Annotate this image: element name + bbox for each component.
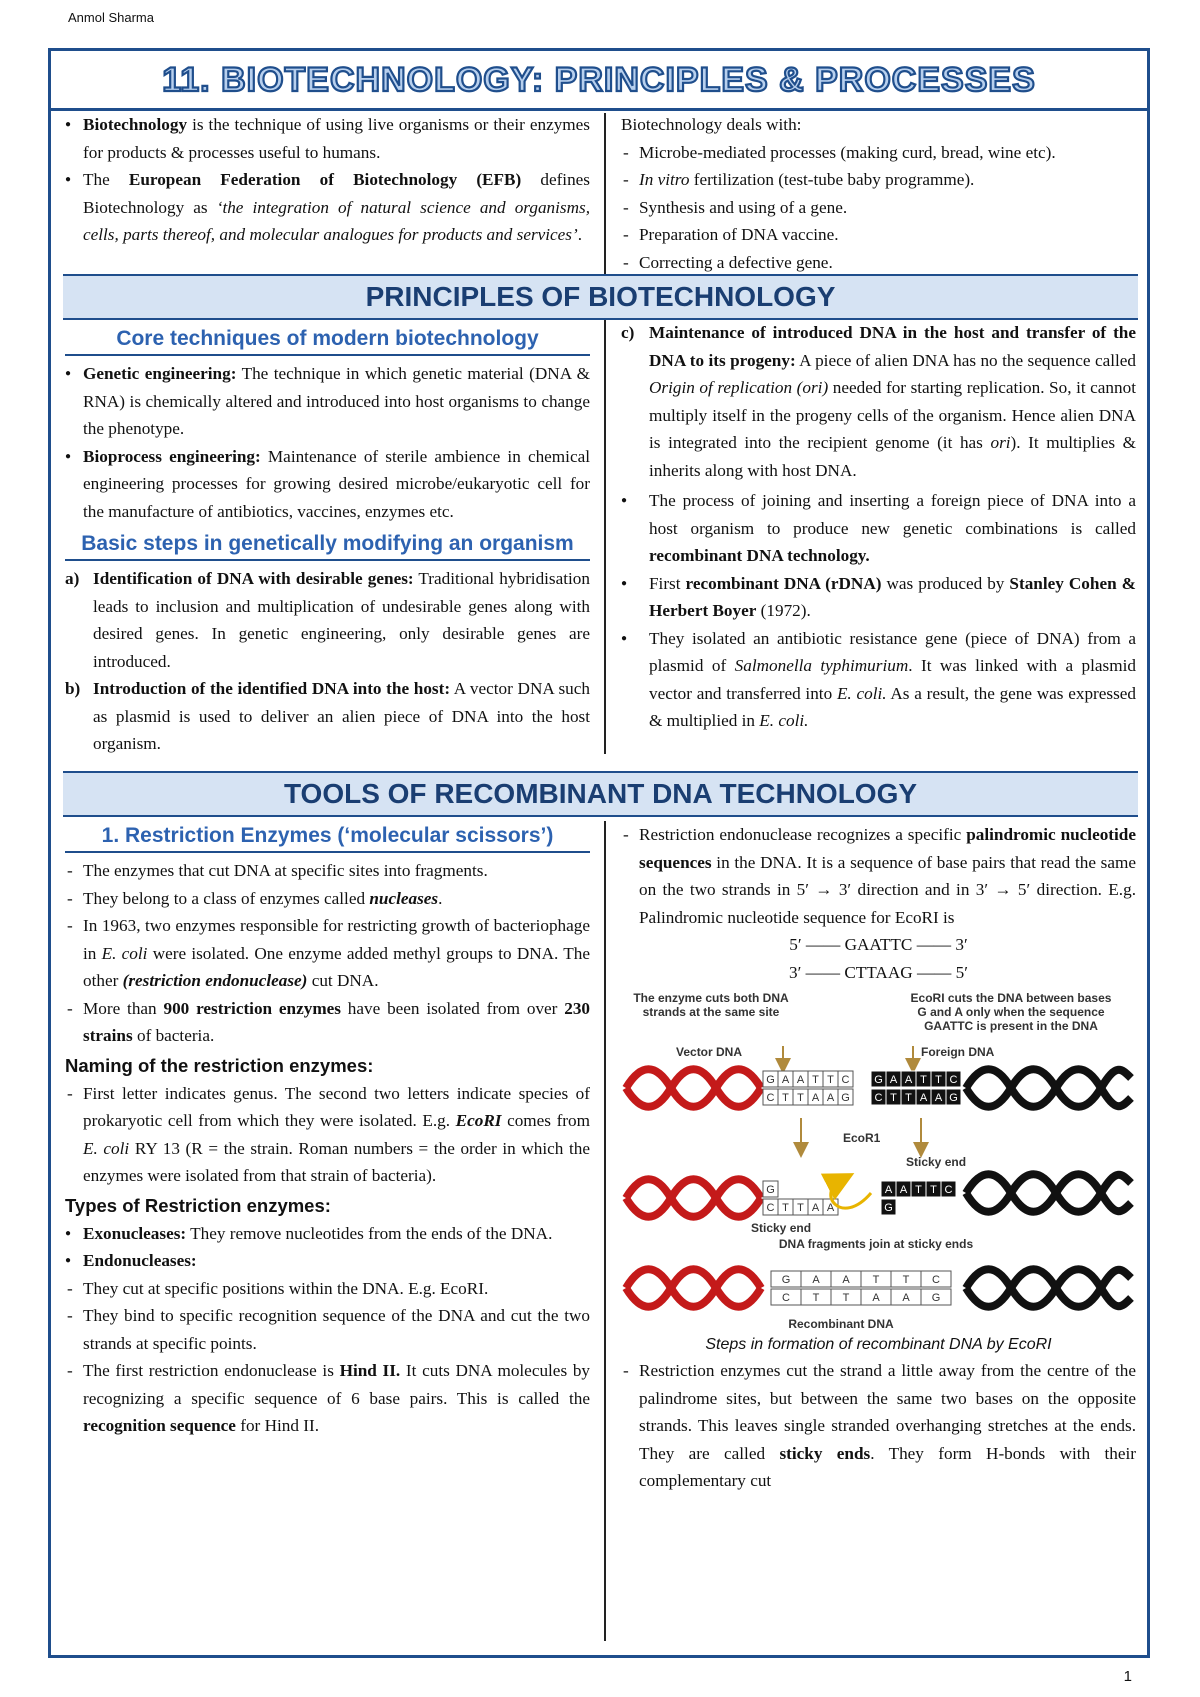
re-item: - The enzymes that cut DNA at specific sites into fragments. <box>65 857 590 885</box>
base-label: T <box>812 1074 819 1086</box>
base-label: T <box>782 1202 789 1214</box>
base-label: T <box>782 1092 789 1104</box>
note-left: The enzyme cuts both DNA <box>633 991 789 1005</box>
note-right: EcoRI cuts the DNA between bases <box>910 991 1112 1005</box>
deals-item: - Microbe-mediated processes (making curd, bread, wine etc). <box>621 139 1136 167</box>
sticky-end-label: Sticky end <box>751 1221 812 1235</box>
base-label: T <box>930 1184 937 1196</box>
note-right-2: G and A only when the sequence <box>917 1005 1105 1019</box>
divider <box>604 324 606 754</box>
sticky-end-item: - Restriction enzymes cut the strand a little away from the centre of the palindrome sites, but between the same two bases on the opposite strands. This leaves single stranded overhanging stretches at the ends. They are called sticky ends. They form H-bonds with their complementary cut <box>621 1357 1136 1495</box>
base-label: C <box>841 1074 850 1086</box>
figure-caption: Steps in formation of recombinant DNA by EcoRI <box>705 1336 1052 1353</box>
base-label: T <box>890 1092 897 1104</box>
deals-item: - Synthesis and using of a gene. <box>621 194 1136 222</box>
re-item: - They belong to a class of enzymes called nucleases. <box>65 885 590 913</box>
re-item: - More than 900 restriction enzymes have been isolated from over 230 strains of bacteria. <box>65 995 590 1050</box>
sequence-line-2: 3′ —— CTTAAG —— 5′ <box>789 962 968 982</box>
re-item: - In 1963, two enzymes responsible for restricting growth of bacteriophage in E. coli were isolated. One enzyme added methyl groups to DNA. The other (restriction endonuclease) cut DNA. <box>65 912 590 995</box>
vector-label: Vector DNA <box>676 1045 743 1059</box>
base-label: C <box>932 1274 940 1286</box>
join-label: DNA fragments join at sticky ends <box>778 1237 974 1251</box>
cut-vector-helix <box>626 1179 761 1217</box>
base-label: A <box>796 1074 805 1086</box>
base-label: T <box>905 1092 912 1104</box>
base-label: T <box>827 1074 834 1086</box>
base-label: A <box>781 1074 790 1086</box>
deals-item: - In vitro fertilization (test-tube baby programme). <box>621 166 1136 194</box>
base-label: T <box>797 1202 804 1214</box>
base-label: C <box>782 1292 790 1304</box>
base-label: A <box>811 1092 820 1104</box>
base-label: A <box>889 1074 898 1086</box>
base-label: G <box>766 1074 775 1086</box>
ecori-figure <box>621 988 1136 1333</box>
page-frame <box>48 48 1150 1658</box>
intro-left <box>65 111 590 249</box>
naming-item: - First letter indicates genus. The second two letters indicate species of prokaryotic cell from which they were isolated. E.g. EcoRI comes from E. coli RY 13 (R = the strain. Roman numbers = the order in which the enzymes were isolated from that strain of bacteria). <box>65 1080 590 1190</box>
base-label: T <box>935 1074 942 1086</box>
base-label: A <box>826 1202 835 1214</box>
core-item: ● Genetic engineering: The technique in which genetic material (DNA & RNA) is chemically altered and introduced into host organisms to change the phenotype. <box>65 360 590 443</box>
deals-heading: Biotechnology deals with: <box>621 115 802 134</box>
foreign-sequence-box <box>871 1071 961 1105</box>
author-name: Anmol Sharma <box>68 10 154 25</box>
vector-dna-helix <box>626 1069 761 1107</box>
vector-dna-helix <box>626 1069 761 1107</box>
base-label: T <box>812 1292 820 1304</box>
base-label: A <box>811 1202 820 1214</box>
base-label: A <box>884 1184 893 1196</box>
rdna-bullet: ● They isolated an antibiotic resistance gene (piece of DNA) from a plasmid of Salmonella typhimurium. It was linked with a plasmid vector and transferred into E. coli. As a result, the gene was expressed & multiplied in E. coli. <box>621 625 1136 735</box>
endo-item: - They bind to specific recognition sequence of the DNA and cut the two strands at specific points. <box>65 1302 590 1357</box>
base-label: T <box>920 1074 927 1086</box>
base-label: A <box>904 1074 913 1086</box>
note-right-3: GAATTC is present in the DNA <box>924 1019 1098 1033</box>
types-item: ● Exonucleases: They remove nucleotides from the ends of the DNA. <box>65 1220 590 1248</box>
recombinant-junction <box>771 1271 951 1305</box>
base-label: G <box>781 1274 791 1286</box>
types-heading: Types of Restriction enzymes: <box>65 1194 331 1216</box>
rdna-bullet: ● First recombinant DNA (rDNA) was produced by Stanley Cohen & Herbert Boyer (1972). <box>621 570 1136 625</box>
tools-band: TOOLS OF RECOMBINANT DNA TECHNOLOGY <box>63 771 1138 817</box>
core-heading: Core techniques of modern biotechnology <box>65 324 590 356</box>
base-label: T <box>797 1092 804 1104</box>
foreign-sticky-end <box>881 1181 956 1215</box>
base-label: C <box>766 1202 775 1214</box>
divider <box>604 821 606 1641</box>
base-label: A <box>934 1092 943 1104</box>
base-label: G <box>841 1092 850 1104</box>
title-bar <box>51 51 1147 111</box>
base-label: G <box>931 1292 941 1304</box>
types-item: ● Endonucleases: <box>65 1247 590 1275</box>
ecor1-label: EcoR1 <box>843 1131 881 1145</box>
endo-item: - They cut at specific positions within the DNA. E.g. EcoRI. <box>65 1275 590 1303</box>
sequence-line-1: 5′ —— GAATTC —— 3′ <box>789 935 968 954</box>
steps-heading: Basic steps in genetically modifying an organism <box>65 529 590 561</box>
vector-sticky-end <box>763 1181 838 1215</box>
base-label: A <box>899 1184 908 1196</box>
endo-item: - The first restriction endonuclease is Hind II. It cuts DNA molecules by recognizing a specific sequence of 6 base pairs. This is called the recognition sequence for Hind II. <box>65 1357 590 1440</box>
step-a: a) Identification of DNA with desirable genes: Traditional hybridisation leads to inclusion and multiplication of undesirable genes along with desired genes. In genetic engineering, only desirable genes are introduced. <box>65 569 590 671</box>
naming-heading: Naming of the restriction enzymes: <box>65 1054 374 1076</box>
intro-bullet-1: ● Biotechnology is the technique of using live organisms or their enzymes for products & processes useful to humans. <box>65 111 590 166</box>
foreign-label: Foreign DNA <box>921 1045 995 1059</box>
principles-right <box>621 319 1136 735</box>
base-label: T <box>872 1274 880 1286</box>
base-label: G <box>949 1092 958 1104</box>
base-label: G <box>874 1074 883 1086</box>
intro-right <box>621 111 1136 276</box>
rdna-bullet: ● The process of joining and inserting a foreign piece of DNA into a host organism to produce new genetic combinations is called recombinant DNA technology. <box>621 487 1136 570</box>
base-label: C <box>874 1092 883 1104</box>
base-label: T <box>902 1274 910 1286</box>
base-label: C <box>766 1092 775 1104</box>
palindrome-item: - Restriction endonuclease recognizes a specific palindromic nucleotide sequences in the DNA. It is a sequence of base pairs that read the same on the two strands in 5′ → 3′ direction and in 3′ → 5′ direction. E.g. Palindromic nucleotide sequence for EcoRI is <box>621 821 1136 931</box>
base-label: A <box>842 1274 850 1286</box>
recombinant-helix <box>626 1269 761 1307</box>
principles-band: PRINCIPLES OF BIOTECHNOLOGY <box>63 274 1138 320</box>
note-left-2: strands at the same site <box>642 1005 780 1019</box>
deals-item: - Preparation of DNA vaccine. <box>621 221 1136 249</box>
recombinant-helix <box>626 1269 761 1307</box>
base-label: A <box>872 1292 880 1304</box>
tools-left <box>65 821 590 1440</box>
deals-item: - Correcting a defective gene. <box>621 249 1136 277</box>
base-label: C <box>949 1074 958 1086</box>
page-number: 1 <box>1123 1668 1132 1685</box>
step-b: b) Introduction of the identified DNA into the host: A vector DNA such as plasmid is used to deliver an alien piece of DNA into the host organism. <box>65 679 590 753</box>
join-arrow-icon <box>831 1180 871 1208</box>
sticky-end-label: Sticky end <box>906 1155 967 1169</box>
page-title: 11. BIOTECHNOLOGY: PRINCIPLES & PROCESSES <box>162 61 1036 99</box>
step-c: c) Maintenance of introduced DNA in the host and transfer of the DNA to its progeny: A piece of alien DNA has no the sequence called Origin of replication (ori) needed for starting replication. So, it cannot multiply itself in the progeny cells of the organism. Hence alien DNA is integrated into the recipient genome (it has ori). It multiplies & inherits along with host DNA. <box>621 323 1137 480</box>
base-label: C <box>944 1184 953 1196</box>
base-label: A <box>826 1092 835 1104</box>
restriction-heading: 1. Restriction Enzymes (‘molecular scissors’) <box>65 821 590 853</box>
base-label: A <box>919 1092 928 1104</box>
recombinant-label: Recombinant DNA <box>788 1317 894 1331</box>
cut-vector-helix <box>626 1179 761 1217</box>
base-label: G <box>884 1202 893 1214</box>
base-label: T <box>842 1292 850 1304</box>
base-label: A <box>902 1292 910 1304</box>
intro-bullet-2: ● The European Federation of Biotechnology (EFB) defines Biotechnology as ‘the integration of natural science and organisms, cells, parts thereof, and molecular analogues for products and services’. <box>65 166 590 249</box>
base-label: A <box>812 1274 820 1286</box>
principles-left <box>65 324 590 758</box>
vector-sequence-box <box>763 1071 853 1105</box>
core-item: ● Bioprocess engineering: Maintenance of sterile ambience in chemical engineering processes for growing desired microbe/eukaryotic cell for the manufacture of antibiotics, vaccines, enzymes etc. <box>65 443 590 526</box>
base-label: G <box>766 1184 775 1196</box>
tools-right <box>621 821 1136 1495</box>
base-label: T <box>915 1184 922 1196</box>
